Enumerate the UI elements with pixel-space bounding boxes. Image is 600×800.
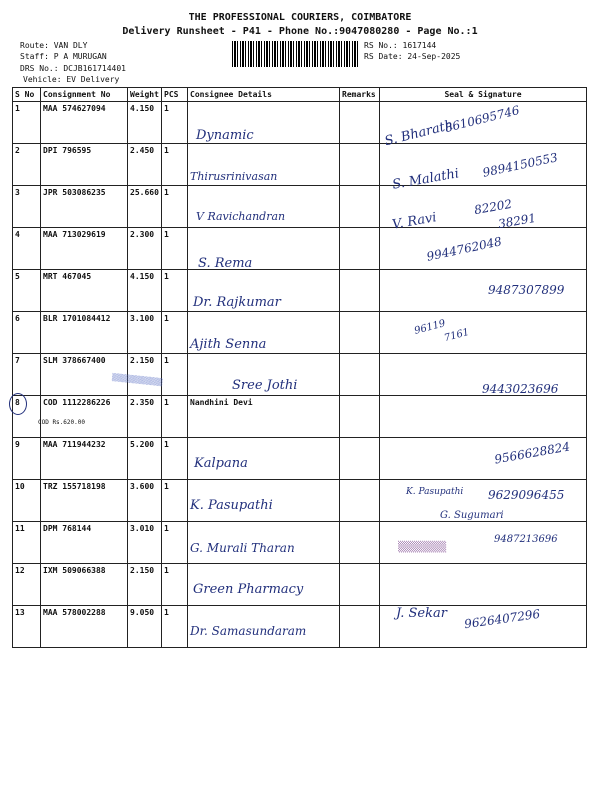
handwritten-name: Dr. Samasundaram: [190, 624, 307, 638]
row-pcs: 1: [162, 312, 188, 354]
col-pcs: PCS: [162, 88, 188, 102]
handwritten-name: S. Rema: [198, 256, 253, 271]
row-sno: 3: [13, 186, 41, 228]
table-header-row: [13, 88, 587, 102]
row-pcs: 1: [162, 102, 188, 144]
col-consignment: Consignment No: [41, 88, 128, 102]
table-row: [13, 312, 587, 354]
row-consignment: MAA 574627094: [41, 102, 128, 144]
row-sno: 8: [13, 396, 41, 438]
row-consignment: COD 1112286226: [41, 396, 128, 438]
row-signature: [380, 564, 587, 606]
row-weight: 2.300: [128, 228, 162, 270]
stamp-mark: ▒▒▒▒▒▒▒▒: [398, 542, 447, 553]
table-row: [13, 228, 587, 270]
handwritten-signature: G. Sugumari: [440, 510, 504, 521]
row-sno: 12: [13, 564, 41, 606]
handwritten-name: Thirusrinivasan: [190, 170, 278, 183]
handwritten-phone: 8610695746: [443, 102, 521, 136]
row-consignment: MAA 711944232: [41, 438, 128, 480]
row-pcs: 1: [162, 396, 188, 438]
row-weight: 3.600: [128, 480, 162, 522]
staff-label: Staff: P A MURUGAN: [20, 52, 107, 61]
row-pcs: 1: [162, 270, 188, 312]
row-sno: 5: [13, 270, 41, 312]
handwritten-phone: 96119: [413, 318, 447, 337]
row-remarks: [340, 270, 380, 312]
row-sno: 9: [13, 438, 41, 480]
handwritten-phone: 9487307899: [488, 283, 565, 297]
row-weight: 3.100: [128, 312, 162, 354]
handwritten-phone: 9487213696: [494, 534, 558, 545]
row-weight: 2.150: [128, 564, 162, 606]
handwritten-signature: K. Pasupathi: [406, 487, 464, 497]
row-consignment: MRT 467045: [41, 270, 128, 312]
row-remarks: [340, 564, 380, 606]
row-remarks: [340, 144, 380, 186]
handwritten-phone: 38291: [497, 210, 538, 232]
handwritten-name: Dr. Rajkumar: [193, 295, 281, 310]
handwritten-signature: V. Ravi: [391, 210, 438, 233]
company-title: THE PROFESSIONAL COURIERS, COIMBATORE: [188, 12, 412, 23]
row-weight: 3.010: [128, 522, 162, 564]
handwritten-phone: 9626407296: [463, 606, 541, 632]
row-consignment: JPR 503086235: [41, 186, 128, 228]
row-weight: 5.200: [128, 438, 162, 480]
row-weight: 2.150: [128, 354, 162, 396]
handwritten-phone: 9443023696: [482, 382, 559, 396]
row-remarks: [340, 606, 380, 648]
row-sno: 1: [13, 102, 41, 144]
col-weight: Weight: [128, 88, 162, 102]
row-sno: 11: [13, 522, 41, 564]
row-consignment: MAA 578002288: [41, 606, 128, 648]
route-label: Route: VAN DLY: [20, 41, 88, 50]
runsheet-subtitle: Delivery Runsheet - P41 - Phone No.:9047080280 - Page No.:1: [122, 26, 478, 37]
row-pcs: 1: [162, 186, 188, 228]
handwritten-name: Kalpana: [194, 456, 248, 471]
cod-amount: COD Rs.620.00: [38, 419, 85, 426]
handwritten-name: K. Pasupathi: [190, 498, 273, 513]
handwritten-phone: 9629096455: [488, 488, 565, 502]
handwritten-name: Sree Jothi: [232, 378, 298, 393]
row-sno: 2: [13, 144, 41, 186]
row-sno: 6: [13, 312, 41, 354]
row-pcs: 1: [162, 564, 188, 606]
col-sno: S No: [13, 88, 41, 102]
circle-mark: [9, 393, 27, 415]
handwritten-name: V Ravichandran: [196, 210, 286, 223]
row-pcs: 1: [162, 228, 188, 270]
row-consignment: IXM 509066388: [41, 564, 128, 606]
stamp-mark: ▒▒▒▒▒▒▒▒▒▒▒▒: [111, 373, 163, 387]
row-weight: 4.150: [128, 102, 162, 144]
handwritten-name: Green Pharmacy: [193, 582, 304, 597]
handwritten-phone: 9566628824: [493, 439, 571, 467]
row-remarks: [340, 354, 380, 396]
row-pcs: 1: [162, 606, 188, 648]
row-remarks: [340, 522, 380, 564]
row-remarks: [340, 186, 380, 228]
row-signature: [380, 312, 587, 354]
row-consignment: SLM 378667400: [41, 354, 128, 396]
row-remarks: [340, 228, 380, 270]
row-remarks: [340, 480, 380, 522]
row-consignment: DPM 768144: [41, 522, 128, 564]
drs-number: DRS No.: DCJB161714401: [20, 64, 126, 73]
row-weight: 4.150: [128, 270, 162, 312]
row-sno: 10: [13, 480, 41, 522]
handwritten-phone: 9944762048: [425, 234, 503, 264]
row-remarks: [340, 396, 380, 438]
table-row: [13, 396, 587, 438]
row-remarks: [340, 312, 380, 354]
row-consignment: BLR 1701084412: [41, 312, 128, 354]
row-pcs: 1: [162, 354, 188, 396]
col-remarks: Remarks: [340, 88, 380, 102]
handwritten-signature: S. Bharath: [383, 117, 455, 150]
row-pcs: 1: [162, 522, 188, 564]
col-consignee: Consignee Details: [188, 88, 340, 102]
row-consignment: TRZ 155718198: [41, 480, 128, 522]
handwritten-phone: 7161: [443, 326, 471, 345]
row-remarks: [340, 102, 380, 144]
handwritten-name: Ajith Senna: [190, 337, 267, 352]
row-sno: 13: [13, 606, 41, 648]
row-signature: [380, 396, 587, 438]
handwritten-name: G. Murali Tharan: [190, 541, 295, 555]
row-pcs: 1: [162, 144, 188, 186]
row-weight: 9.050: [128, 606, 162, 648]
handwritten-signature: J. Sekar: [396, 606, 447, 621]
handwritten-signature: S. Malathi: [391, 166, 461, 193]
rs-date: RS Date: 24-Sep-2025: [364, 52, 461, 61]
row-weight: 2.350: [128, 396, 162, 438]
handwritten-phone: 9894150553: [481, 150, 559, 180]
row-sno: 4: [13, 228, 41, 270]
vehicle-label: Vehicle: EV Delivery: [23, 75, 120, 84]
row-consignment: DPI 796595: [41, 144, 128, 186]
barcode-image: [232, 41, 360, 67]
row-weight: 2.450: [128, 144, 162, 186]
consignee-printed: Nandhini Devi: [190, 398, 253, 407]
col-signature: Seal & Signature: [380, 88, 587, 102]
row-pcs: 1: [162, 438, 188, 480]
row-weight: 25.660: [128, 186, 162, 228]
row-sno: 7: [13, 354, 41, 396]
rs-number: RS No.: 1617144: [364, 41, 437, 50]
row-remarks: [340, 438, 380, 480]
row-consignment: MAA 713029619: [41, 228, 128, 270]
handwritten-phone: 82202: [473, 196, 514, 218]
row-pcs: 1: [162, 480, 188, 522]
handwritten-name: Dynamic: [196, 128, 254, 143]
